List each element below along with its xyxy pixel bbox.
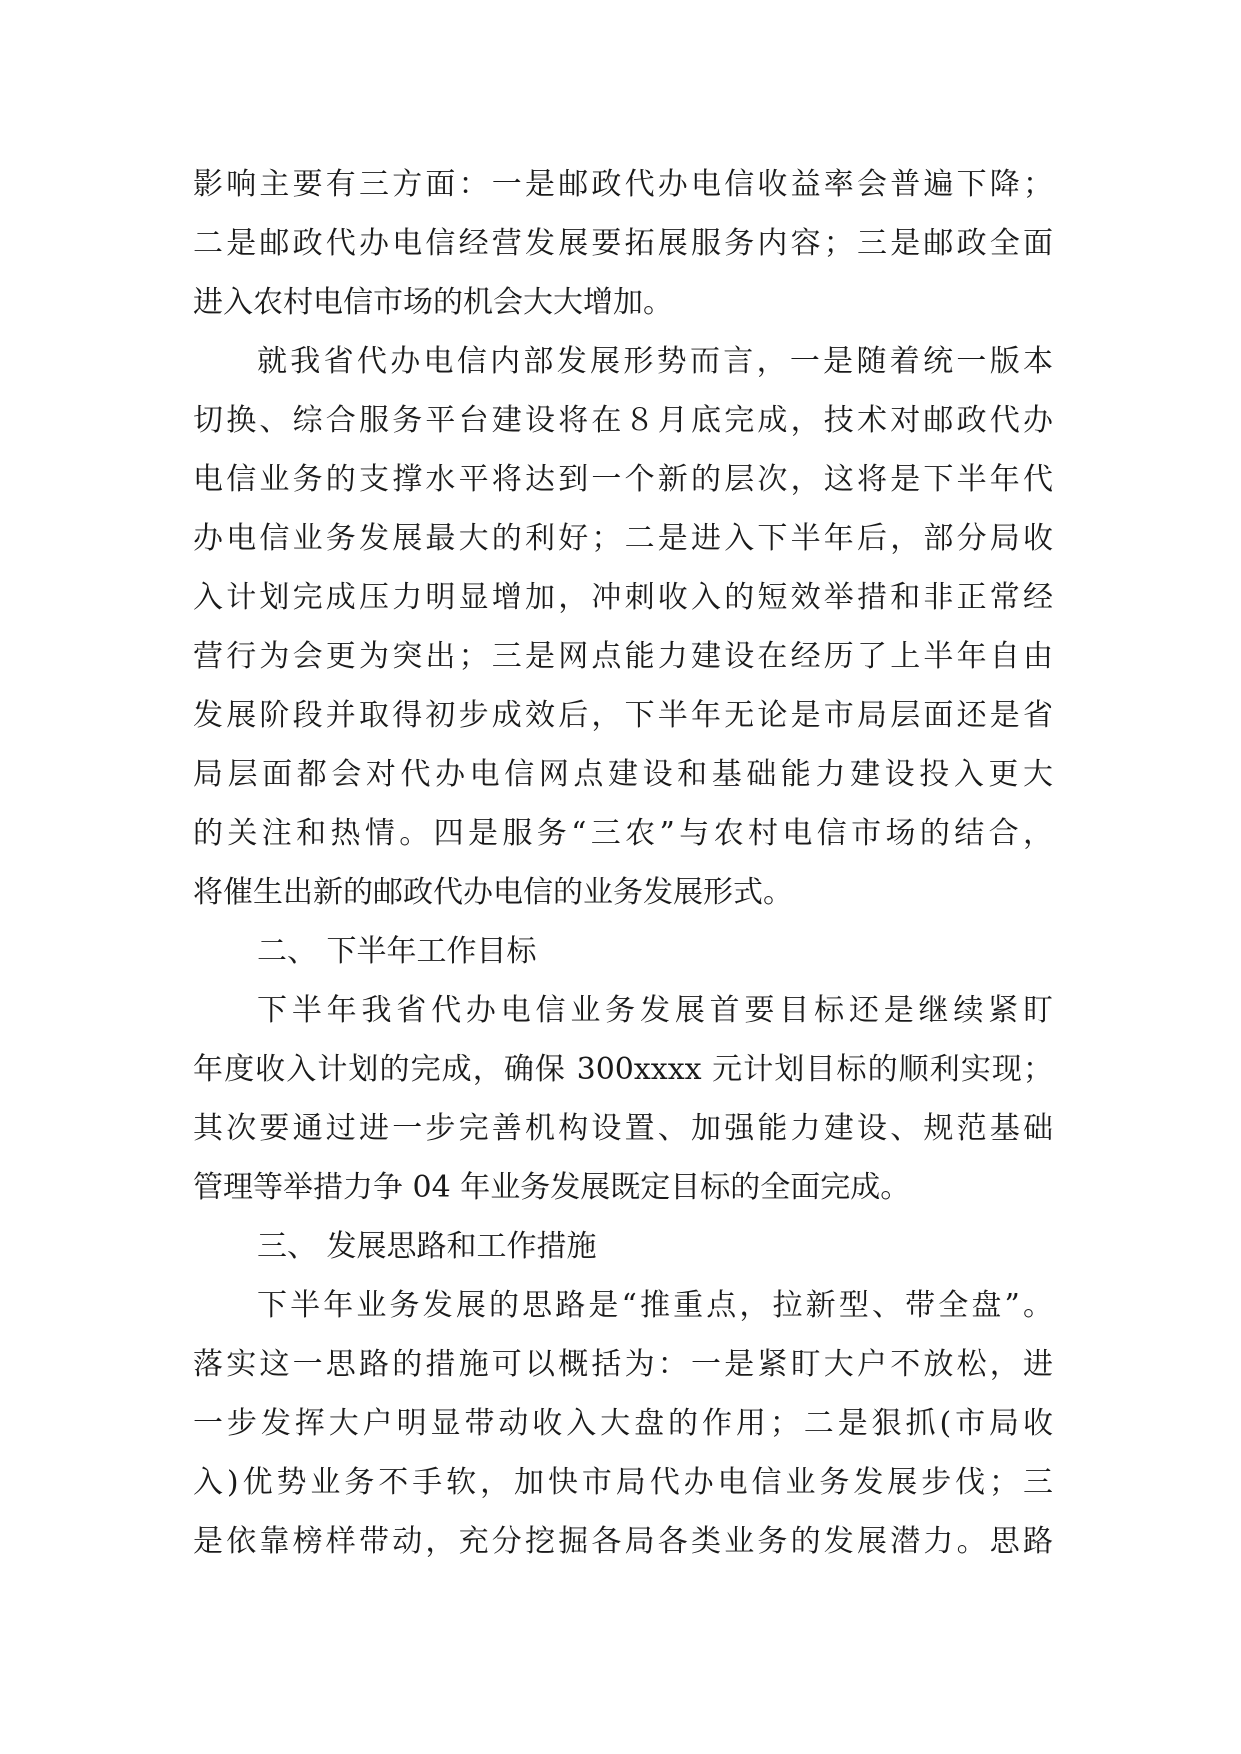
text-line: 二是邮政代办电信经营发展要拓展服务内容；三是邮政全面 — [193, 226, 1053, 261]
text-line: 局层面都会对代办电信网点建设和基础能力建设投入更大 — [193, 757, 1053, 792]
document-body — [193, 155, 1053, 1571]
text-line: 发展阶段并取得初步成效后，下半年无论是市局层面还是省 — [193, 698, 1053, 733]
section-heading: 三、 发展思路和工作措施 — [257, 1229, 597, 1264]
text-line: 营行为会更为突出；三是网点能力建设在经历了上半年自由 — [193, 639, 1053, 674]
text-line: 管理等举措力争 04 年业务发展既定目标的全面完成。 — [193, 1170, 911, 1205]
text-line: 进入农村电信市场的机会大大增加。 — [193, 285, 673, 320]
text-line: 一步发挥大户明显带动收入大盘的作用；二是狠抓(市局收 — [193, 1406, 1053, 1441]
section-heading: 二、 下半年工作目标 — [257, 934, 537, 969]
text-line: 影响主要有三方面：一是邮政代办电信收益率会普遍下降； — [193, 167, 1053, 202]
paragraph-first-line: 下半年业务发展的思路是“推重点，拉新型、带全盘”。 — [257, 1288, 1053, 1323]
paragraph-first-line: 下半年我省代办电信业务发展首要目标还是继续紧盯 — [257, 993, 1053, 1028]
text-line: 将催生出新的邮政代办电信的业务发展形式。 — [193, 875, 793, 910]
text-line: 年度收入计划的完成，确保 300xxxx 元计划目标的顺利实现； — [193, 1052, 1053, 1087]
text-line: 切换、综合服务平台建设将在８月底完成，技术对邮政代办 — [193, 403, 1053, 438]
text-line: 入计划完成压力明显增加，冲刺收入的短效举措和非正常经 — [193, 580, 1053, 615]
text-line: 落实这一思路的措施可以概括为：一是紧盯大户不放松，进 — [193, 1347, 1053, 1382]
paragraph-first-line: 就我省代办电信内部发展形势而言，一是随着统一版本 — [257, 344, 1053, 379]
text-line: 电信业务的支撑水平将达到一个新的层次，这将是下半年代 — [193, 462, 1053, 497]
text-line: 入)优势业务不手软，加快市局代办电信业务发展步伐；三 — [193, 1465, 1053, 1500]
text-line: 办电信业务发展最大的利好；二是进入下半年后，部分局收 — [193, 521, 1053, 556]
text-line: 其次要通过进一步完善机构设置、加强能力建设、规范基础 — [193, 1111, 1053, 1146]
text-line: 的关注和热情。四是服务“三农”与农村电信市场的结合， — [193, 816, 1053, 851]
text-line: 是依靠榜样带动，充分挖掘各局各类业务的发展潜力。思路 — [193, 1524, 1053, 1559]
